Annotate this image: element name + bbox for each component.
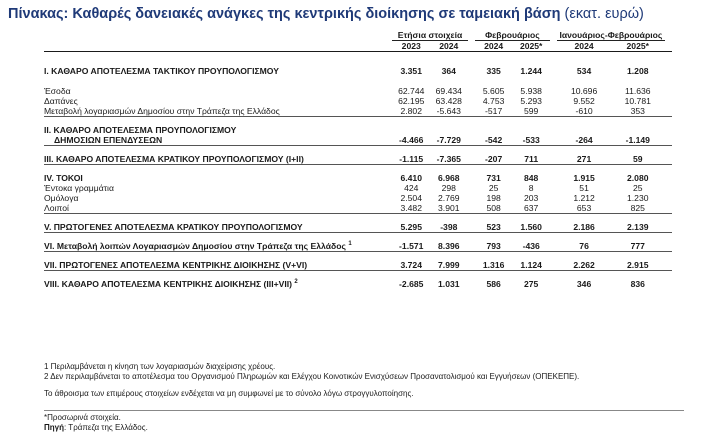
value-cell: 298 — [441, 183, 456, 193]
table-row — [44, 52, 672, 77]
group-annual: Ετήσια στοιχεία — [392, 30, 467, 41]
table-title — [8, 6, 698, 22]
row-label-text: Δαπάνες — [44, 96, 78, 106]
value-cell: 3.901 — [438, 203, 460, 213]
row-label-text: Ομόλογα — [44, 193, 79, 203]
value-cell: 69.434 — [435, 86, 462, 96]
value-cell: 3.482 — [400, 203, 422, 213]
value-cell: 637 — [524, 203, 539, 213]
footnotes — [44, 362, 684, 399]
value-cell: 836 — [611, 271, 665, 290]
value-cell: 2.915 — [611, 252, 665, 271]
group-february: Φεβρουάριος — [475, 30, 550, 41]
table-row — [44, 106, 672, 117]
table-row — [44, 117, 672, 146]
value-cell: 848 — [512, 165, 550, 184]
value-cell: 5.293 — [520, 96, 542, 106]
year-header: 2023 — [392, 41, 430, 52]
provisional-note: *Προσωρινά στοιχεία. — [44, 413, 121, 422]
value-cell: 731 — [475, 165, 513, 184]
value-cell: 653 — [576, 203, 592, 213]
value-cell: 2.139 — [611, 214, 665, 233]
value-cell: 63.428 — [435, 96, 462, 106]
source-block — [44, 410, 684, 433]
title-unit: (εκατ. ευρώ) — [564, 6, 644, 22]
value-cell: 5.295 — [392, 214, 430, 233]
row-label — [44, 193, 392, 203]
value-cell: 523 — [475, 214, 513, 233]
row-label-text: I. ΚΑΘΑΡΟ ΑΠΟΤΕΛΕΣΜΑ ΤΑΚΤΙΚΟΥ ΠΡΟΥΠΟΛΟΓΙΣΜΟΥ — [44, 66, 279, 76]
value-cell: 4.753 — [482, 96, 505, 106]
value-cell: 1.560 — [512, 214, 550, 233]
value-cell: 203 — [524, 193, 539, 203]
year-header: 2024 — [430, 41, 468, 52]
row-label-text: Έντοκα γραμμάτια — [44, 183, 114, 193]
value-cell: -517 — [485, 106, 503, 116]
value-cell: 534 — [576, 66, 592, 76]
year-header: 2025* — [611, 41, 665, 52]
group-jan-feb: Ιανουάριος-Φεβρουάριος — [557, 30, 664, 41]
table-row — [44, 96, 672, 106]
value-cell: 10.781 — [624, 96, 651, 106]
row-label — [44, 183, 392, 193]
row-label — [44, 214, 392, 233]
value-cell: 76 — [557, 233, 611, 252]
footnote-2: 2 Δεν περιλαμβάνεται το αποτέλεσμα του Οργανισμού Πληρωμών και Ελέγχου Κοινοτικών Ενισχύσεων Προσανατολισμού και Εγγυήσεων (ΟΠΕΚΕΠΕ). — [44, 372, 580, 381]
value-cell: -7.729 — [430, 117, 468, 146]
table-row — [44, 76, 672, 96]
value-cell: 62.744 — [398, 86, 425, 96]
value-cell: -542 — [475, 117, 513, 146]
row-label — [44, 271, 392, 290]
row-label — [44, 52, 392, 77]
footnote-marker: 1 — [348, 241, 352, 248]
row-label-text: Έσοδα — [44, 86, 71, 96]
row-label-text: II. ΚΑΘΑΡΟ ΑΠΟΤΕΛΕΣΜΑ ΠΡΟΥΠΟΛΟΓΙΣΜΟΥ — [44, 125, 237, 135]
row-label-text: Μεταβολή λογαριασμών Δημοσίου στην Τράπεζα της Ελλάδος — [44, 106, 280, 116]
value-cell: 8 — [528, 183, 534, 193]
table-row — [44, 203, 672, 214]
value-cell: -2.685 — [392, 271, 430, 290]
value-cell: 1.316 — [475, 252, 513, 271]
row-label-text: VI. Μεταβολή λοιπών Λογαριασμών Δημοσίου στην Τράπεζα της Ελλάδος — [44, 241, 346, 251]
value-cell: 3.724 — [392, 252, 430, 271]
value-cell: 364 — [441, 66, 456, 76]
value-cell: 9.552 — [573, 96, 595, 106]
value-cell: -7.365 — [430, 146, 468, 165]
row-label-text: V. ΠΡΩΤΟΓΕΝΕΣ ΑΠΟΤΕΛΕΣΜΑ ΚΡΑΤΙΚΟΥ ΠΡΟΥΠΟΛΟΓΙΣΜΟΥ — [44, 222, 303, 232]
value-cell: 5.605 — [482, 86, 505, 96]
row-label — [44, 252, 392, 271]
value-cell: 825 — [630, 203, 645, 213]
value-cell: 62.195 — [398, 96, 425, 106]
value-cell: 198 — [486, 193, 501, 203]
value-cell: -610 — [575, 106, 593, 116]
row-label — [44, 233, 392, 252]
table-row — [44, 183, 672, 193]
value-cell: 1.244 — [520, 66, 542, 76]
row-label-text: IV. ΤΟΚΟΙ — [44, 173, 83, 183]
value-cell: 59 — [611, 146, 665, 165]
value-cell: 777 — [611, 233, 665, 252]
value-cell: -5.643 — [436, 106, 461, 116]
footnote-1: 1 Περιλαμβάνεται η κίνηση των λογαριασμών διαχείρισης χρέους. — [44, 362, 276, 371]
value-cell: 2.769 — [438, 193, 460, 203]
year-header: 2025* — [512, 41, 550, 52]
value-cell: 508 — [486, 203, 501, 213]
value-cell: 275 — [512, 271, 550, 290]
value-cell: -264 — [557, 117, 611, 146]
row-label — [44, 96, 392, 106]
value-cell: 2.504 — [400, 193, 422, 203]
source-text: : Τράπεζα της Ελλάδος. — [64, 423, 148, 432]
value-cell: 711 — [512, 146, 550, 165]
value-cell: 25 — [488, 183, 499, 193]
value-cell: 10.696 — [570, 86, 598, 96]
source-line — [44, 423, 684, 433]
financial-table — [44, 30, 672, 289]
value-cell: 1.212 — [573, 193, 595, 203]
value-cell: 51 — [579, 183, 589, 193]
row-label — [44, 106, 392, 117]
value-cell: -1.115 — [392, 146, 430, 165]
value-cell: 2.186 — [557, 214, 611, 233]
value-cell: 271 — [557, 146, 611, 165]
row-label — [44, 76, 392, 96]
value-cell: 1.208 — [627, 66, 649, 76]
value-cell: 2.080 — [611, 165, 665, 184]
value-cell: 3.351 — [400, 66, 422, 76]
value-cell: -436 — [512, 233, 550, 252]
value-cell: 1.230 — [627, 193, 649, 203]
value-cell: 2.262 — [557, 252, 611, 271]
value-cell: 6.968 — [430, 165, 468, 184]
value-cell: 335 — [486, 66, 501, 76]
table-row — [44, 233, 672, 252]
row-label-text: VII. ΠΡΩΤΟΓΕΝΕΣ ΑΠΟΤΕΛΕΣΜΑ ΚΕΝΤΡΙΚΗΣ ΔΙΟΙΚΗΣΗΣ (V+VI) — [44, 260, 308, 270]
value-cell: -398 — [430, 214, 468, 233]
value-cell: 25 — [632, 183, 643, 193]
value-cell: 586 — [475, 271, 513, 290]
value-cell: -4.466 — [392, 117, 430, 146]
row-label-text: Λοιποί — [44, 203, 69, 213]
value-cell: 2.802 — [400, 106, 422, 116]
value-cell: -1.149 — [611, 117, 665, 146]
row-label — [44, 146, 392, 165]
value-cell: 11.636 — [624, 86, 651, 96]
source-label: Πηγή — [44, 423, 64, 432]
value-cell: 8.396 — [430, 233, 468, 252]
rounding-note: Το άθροισμα των επιμέρους στοιχείων ενδέχεται να μη συμφωνεί με το σύνολο λόγω στρογγυλοποίησης. — [44, 389, 414, 398]
footnote-marker: 2 — [294, 279, 298, 286]
title-main: Πίνακας: Καθαρές δανειακές ανάγκες της κεντρικής διοίκησης σε ταμειακή βάση — [8, 6, 561, 22]
row-label-text: VIII. ΚΑΘΑΡΟ ΑΠΟΤΕΛΕΣΜΑ ΚΕΝΤΡΙΚΗΣ ΔΙΟΙΚΗΣΗΣ (III+VII) — [44, 279, 292, 289]
table-row — [44, 271, 672, 290]
row-label-text: III. ΚΑΘΑΡΟ ΑΠΟΤΕΛΕΣΜΑ ΚΡΑΤΙΚΟΥ ΠΡΟΥΠΟΛΟΓΙΣΜΟΥ (I+II) — [44, 154, 304, 164]
value-cell: 1.031 — [430, 271, 468, 290]
table-row — [44, 252, 672, 271]
value-cell: 424 — [404, 183, 419, 193]
value-cell: 793 — [475, 233, 513, 252]
table-row — [44, 165, 672, 184]
row-label — [44, 117, 392, 146]
value-cell: -533 — [512, 117, 550, 146]
row-label-text: ΔΗΜΟΣΙΩΝ ΕΠΕΝΔΥΣΕΩΝ — [54, 135, 163, 145]
year-header: 2024 — [475, 41, 513, 52]
value-cell: -207 — [475, 146, 513, 165]
value-cell: 5.938 — [520, 86, 542, 96]
table-row — [44, 146, 672, 165]
table-row — [44, 214, 672, 233]
value-cell: 6.410 — [392, 165, 430, 184]
value-cell: -1.571 — [392, 233, 430, 252]
table-row — [44, 193, 672, 203]
year-header: 2024 — [557, 41, 611, 52]
row-label — [44, 203, 392, 214]
value-cell: 599 — [524, 106, 539, 116]
value-cell: 353 — [630, 106, 645, 116]
value-cell: 7.999 — [430, 252, 468, 271]
value-cell: 1.124 — [512, 252, 550, 271]
value-cell: 1.915 — [557, 165, 611, 184]
row-label — [44, 165, 392, 184]
value-cell: 346 — [557, 271, 611, 290]
